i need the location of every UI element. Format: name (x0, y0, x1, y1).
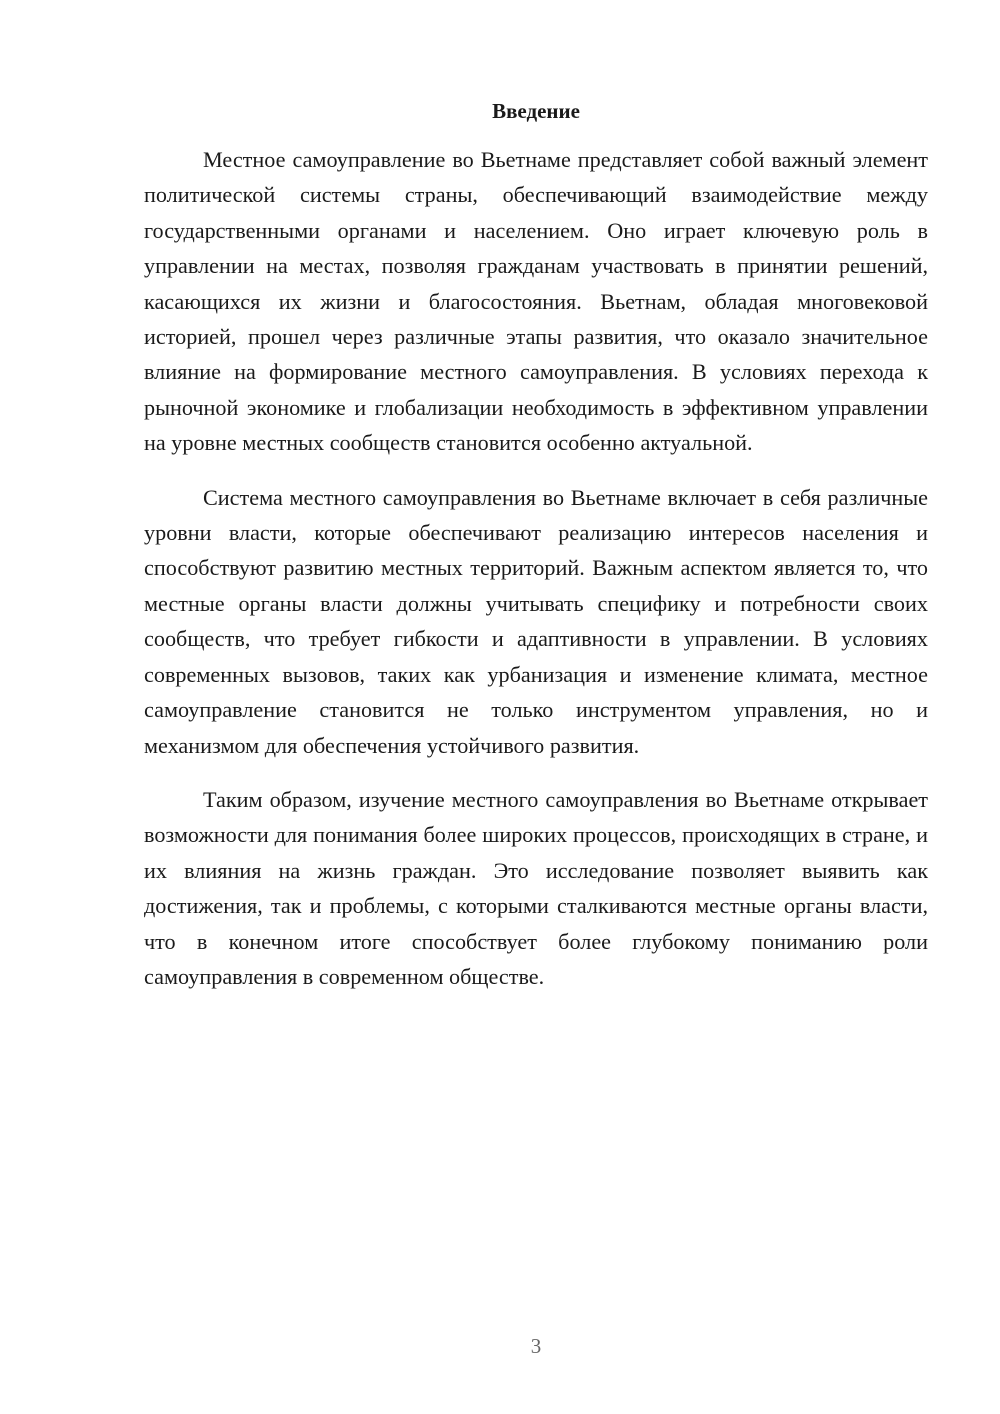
paragraph-1: Местное самоуправление во Вьетнаме представляет собой важный элемент политической системы страны, обеспечивающий взаимодействие между государственными органами и населением. Оно играет ключевую роль в управлении на местах, позволяя гражданам участвовать в принятии решений, касающихся их жизни и благосостояния. Вьетнам, обладая многовековой историей, прошел через различные этапы развития, что оказало значительное влияние на формирование местного самоуправления. В условиях перехода к рыночной экономике и глобализации необходимость в эффективном управлении на уровне местных сообществ становится особенно актуальной. (144, 147, 928, 456)
body-text (144, 142, 928, 994)
page-number: 3 (530, 1334, 542, 1358)
paragraph-3: Таким образом, изучение местного самоуправления во Вьетнаме открывает возможности для понимания более широких процессов, происходящих в стране, и их влияния на жизнь граждан. Это исследование позволяет выявить как достижения, так и проблемы, с которыми сталкиваются местные органы власти, что в конечном итоге способствует более глубокому пониманию роли самоуправления в современном обществе. (144, 786, 928, 989)
page-title: Введение (492, 99, 580, 123)
paragraph-2: Система местного самоуправления во Вьетнаме включает в себя различные уровни власти, которые обеспечивают реализацию интересов населения и способствуют развитию местных территорий. Важным аспектом является то, что местные органы власти должны учитывать специфику и потребности своих сообществ, что требует гибкости и адаптивности в управлении. В условиях современных вызовов, таких как урбанизация и изменение климата, местное самоуправление становится не только инструментом управления, но и механизмом для обеспечения устойчивого развития. (144, 484, 928, 758)
